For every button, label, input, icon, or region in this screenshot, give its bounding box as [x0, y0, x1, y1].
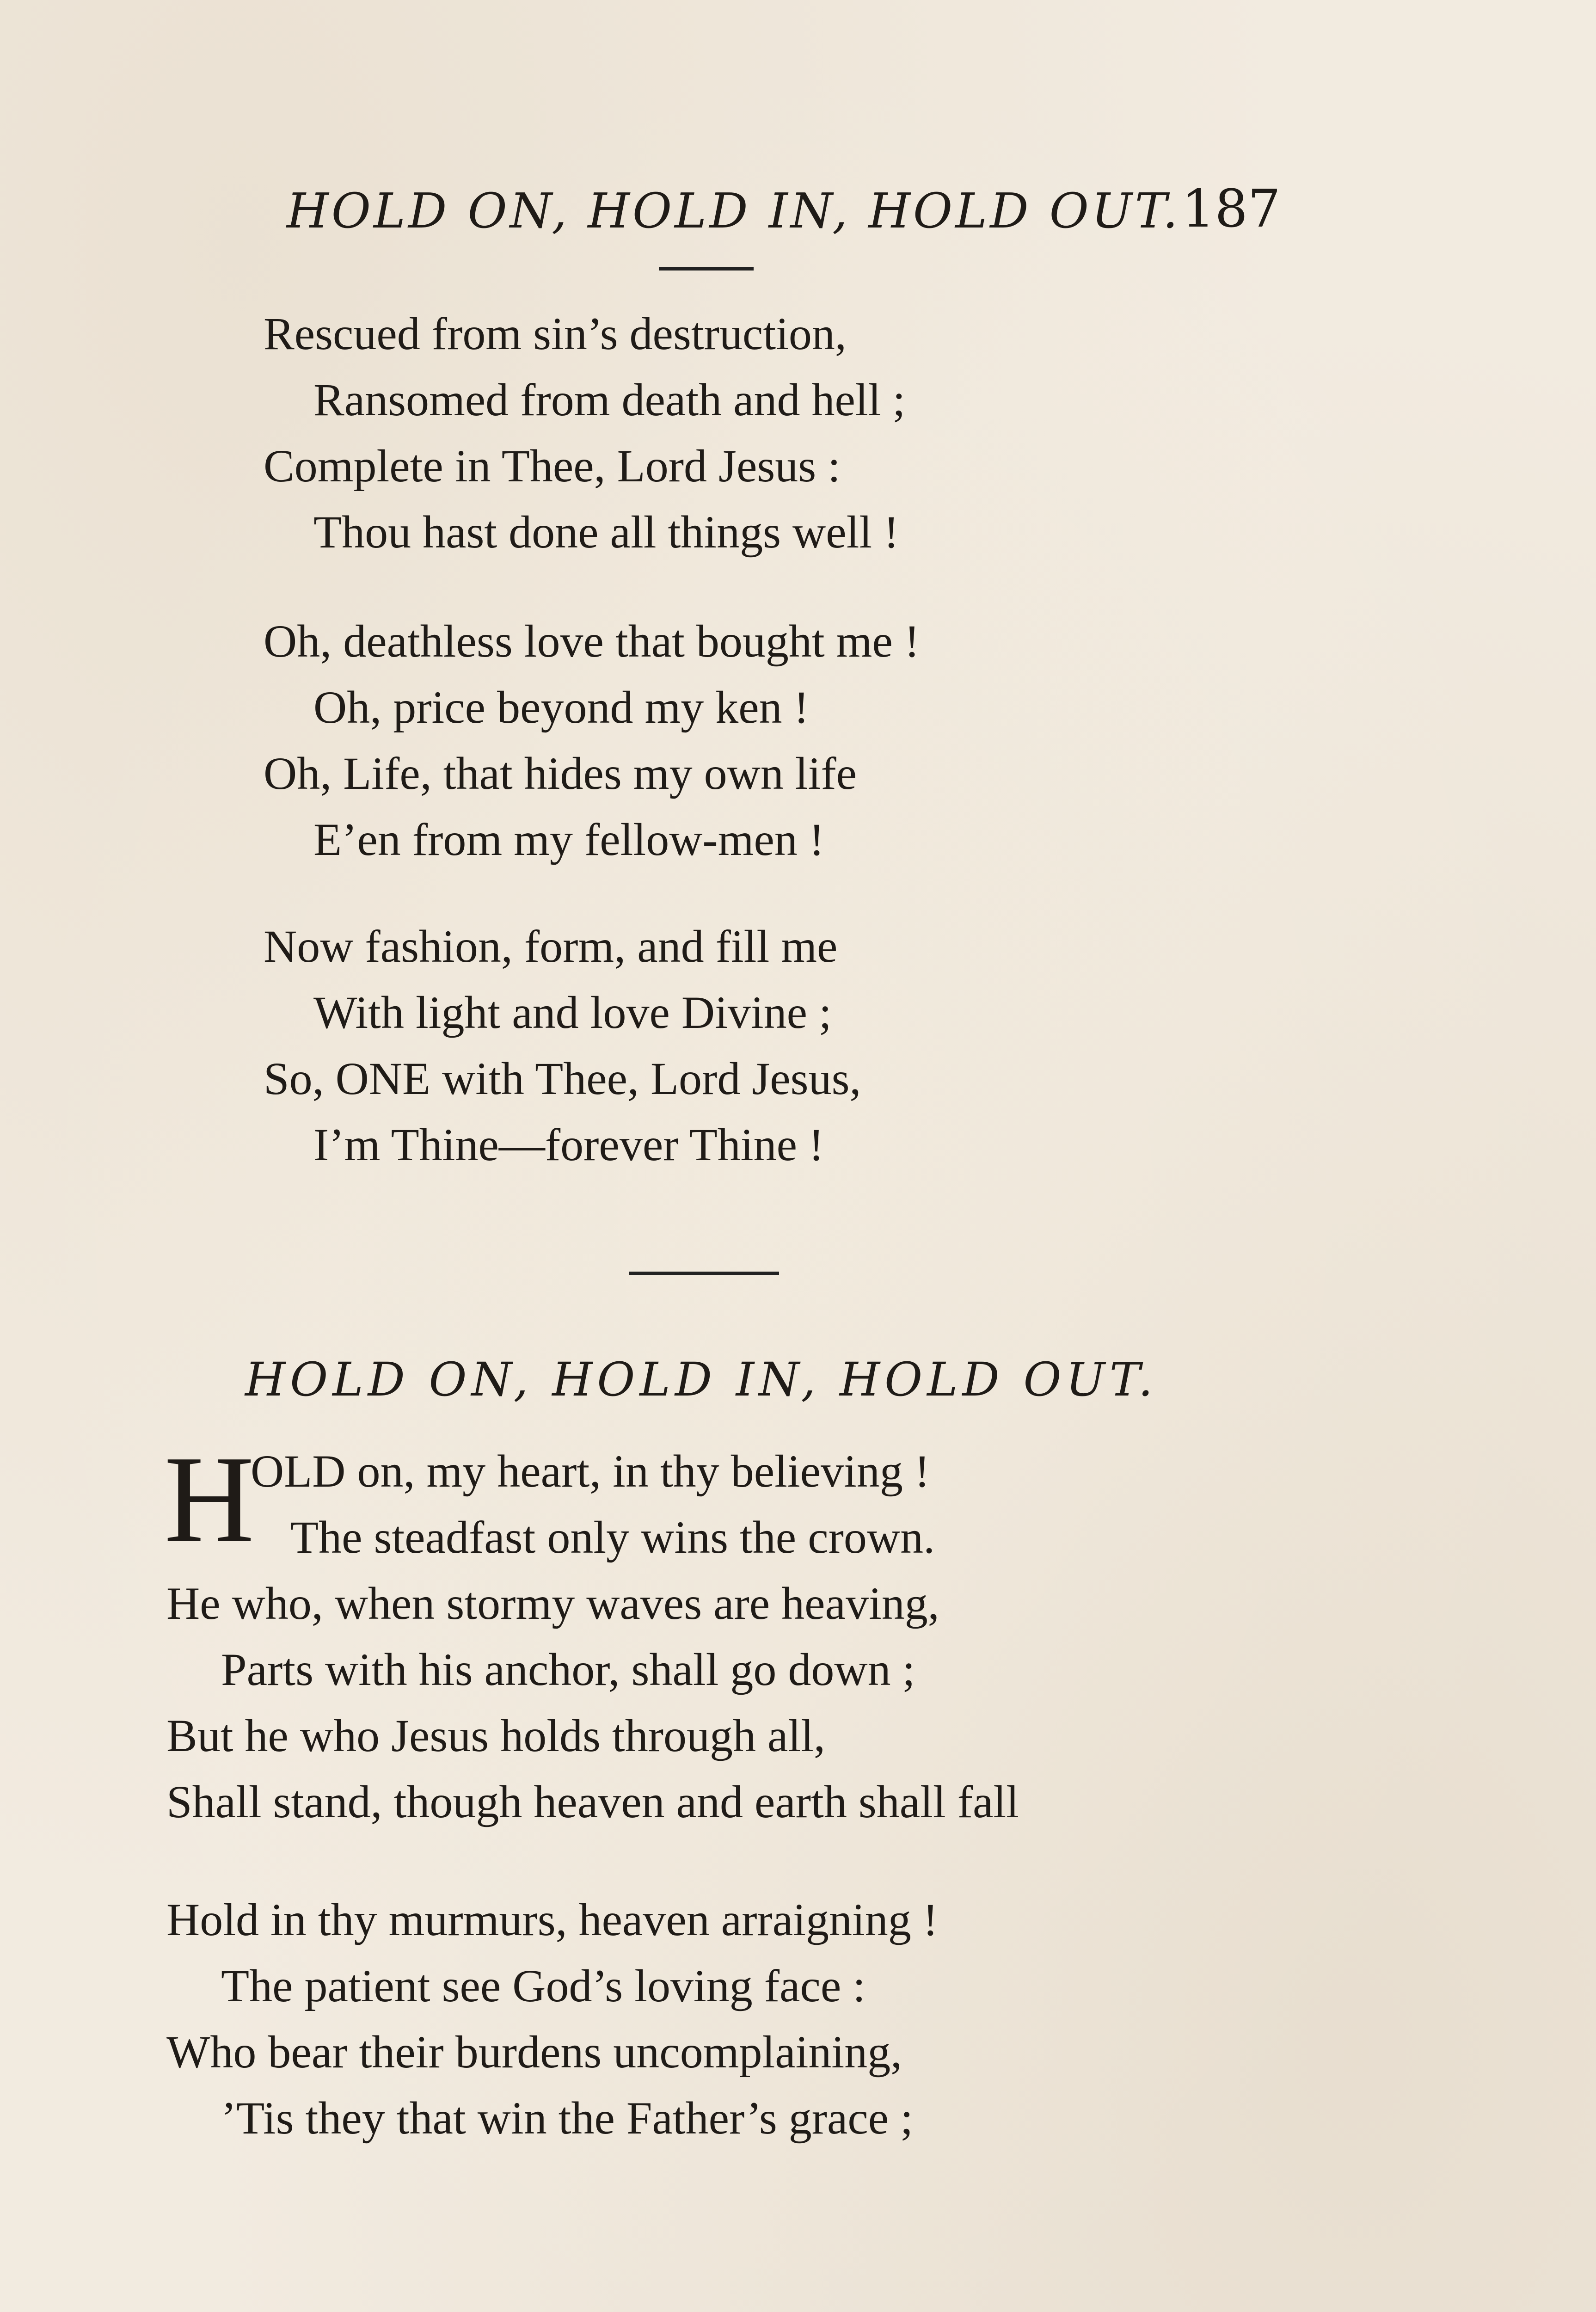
drop-cap: H: [164, 1430, 254, 1568]
verse-line: Oh, Life, that hides my own life: [264, 748, 857, 799]
stanza: [264, 608, 920, 873]
stanza: [264, 913, 861, 1178]
stanza: [166, 1887, 938, 2151]
stanza: [164, 1430, 1019, 1835]
stanza: [264, 301, 905, 565]
verse-line: Now fashion, form, and fill me: [264, 921, 838, 972]
verse-line: Ransomed from death and hell ;: [313, 374, 906, 425]
verse-line: Thou hast done all things well !: [313, 506, 899, 558]
verse-line: With light and love Divine ;: [313, 987, 832, 1038]
verse-line: Who bear their burdens uncomplaining,: [166, 2026, 902, 2078]
verse-line: But he who Jesus holds through all,: [166, 1710, 825, 1761]
verse-line: He who, when stormy waves are heaving,: [166, 1578, 939, 1629]
section-divider: [629, 1272, 779, 1275]
verse-line: Oh, deathless love that bought me !: [264, 615, 920, 667]
verse-line: The steadfast only wins the crown.: [290, 1512, 935, 1563]
page-number: 187: [1182, 179, 1281, 239]
verse-line: Complete in Thee, Lord Jesus :: [264, 440, 841, 492]
verse-line: Parts with his anchor, shall go down ;: [221, 1644, 915, 1695]
running-title: HOLD ON, HOLD IN, HOLD OUT.: [287, 183, 1181, 239]
hymn-title: HOLD ON, HOLD IN, HOLD OUT.: [245, 1353, 1158, 1407]
verse-line: I’m Thine—forever Thine !: [313, 1119, 824, 1170]
verse-line: Shall stand, though heaven and earth shall fall: [166, 1776, 1019, 1827]
running-head: [287, 179, 1281, 247]
verse-line: The patient see God’s loving face :: [221, 1960, 866, 2011]
verse-line: Rescued from sin’s destruction,: [264, 308, 847, 359]
verse-line: So, ONE with Thee, Lord Jesus,: [264, 1053, 861, 1104]
verse-line: OLD on, my heart, in thy believing !: [251, 1445, 930, 1497]
verse-line: Hold in thy murmurs, heaven arraigning !: [166, 1894, 939, 1945]
verse-line: Oh, price beyond my ken !: [313, 682, 809, 733]
header-rule: [659, 267, 754, 271]
verse-line: E’en from my fellow-men !: [313, 814, 825, 865]
verse-line: ’Tis they that win the Father’s grace ;: [221, 2092, 913, 2144]
